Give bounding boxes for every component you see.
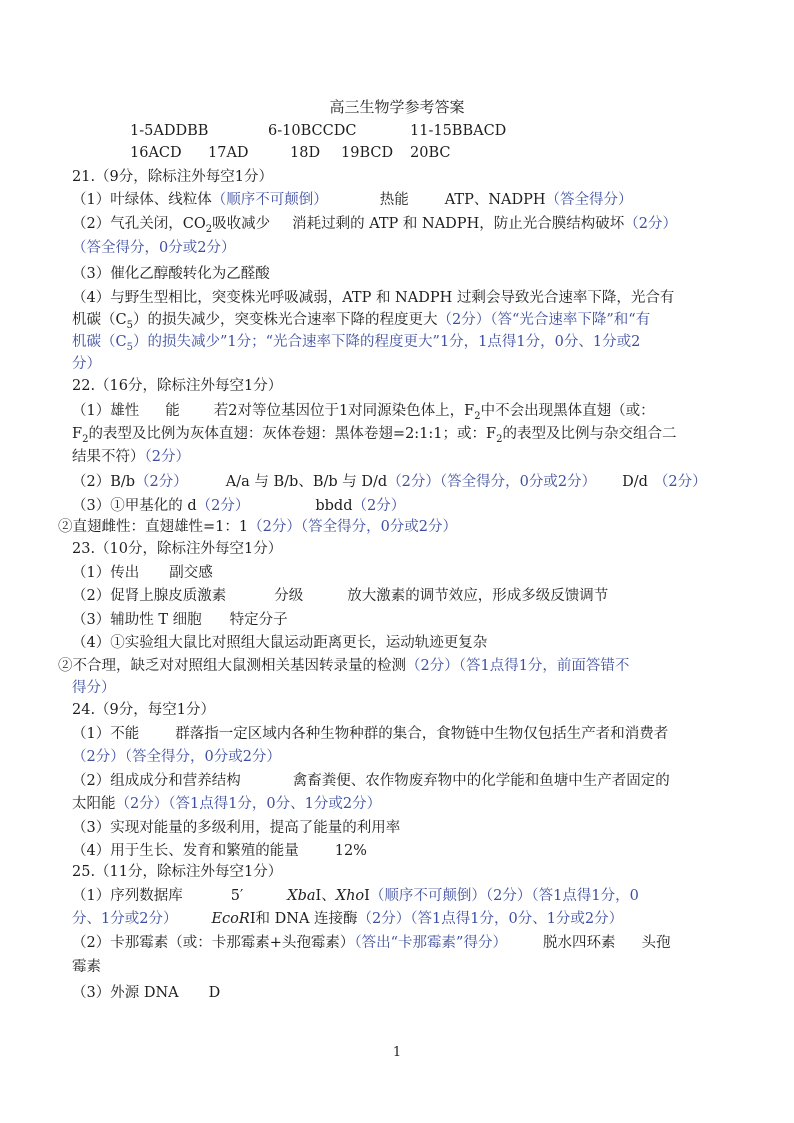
q22-p3b-b: （2分）（答全得分，0分或2分） bbox=[248, 519, 458, 535]
q22-p1b-c: 的表型及比例与杂交组合二 bbox=[502, 426, 677, 442]
q21-p1-note2: （答全得分） bbox=[545, 192, 633, 208]
q21-part4-line2 bbox=[72, 310, 650, 330]
q21-p4b-sub: 5 bbox=[126, 319, 133, 331]
q24-part3: （3）实现对能量的多级利用，提高了能量的利用率 bbox=[72, 820, 401, 836]
q23-p3-a: （3）辅助性 T 细胞 bbox=[72, 612, 202, 628]
q21-p4b-note: （2分）（答“光合速率下降”和“有 bbox=[437, 312, 651, 328]
choice-answers-row-1 bbox=[130, 121, 208, 141]
q21-p4c-b: ）的损失减少”1分；“光合速率下降的程度更大”1分，1点得1分，0分、1分或2 bbox=[132, 334, 641, 350]
q22-part3b bbox=[58, 517, 457, 537]
q22-p1a-a: （1）雄性 bbox=[72, 403, 140, 419]
q24-p2b-a: 太阳能 bbox=[72, 796, 116, 812]
page-title: 高三生物学参考答案 bbox=[329, 98, 465, 116]
q21-p4c-a: 机碳（C bbox=[72, 334, 127, 350]
q22-part1-line3 bbox=[72, 447, 190, 467]
q22-p1b-sub: 2 bbox=[82, 433, 89, 445]
q21-p4c-sub: 5 bbox=[126, 341, 133, 353]
q24-part2 bbox=[72, 771, 670, 791]
q23-part1 bbox=[72, 563, 213, 583]
q21-p1-d: ATP、NADPH bbox=[444, 192, 546, 208]
q24-part1b: （2分）（答全得分，0分或2分） bbox=[72, 749, 281, 765]
q22-header: 22.（16分，除标注外每空1分） bbox=[72, 378, 283, 394]
q21-part1 bbox=[72, 190, 633, 210]
q21-part4-line3 bbox=[72, 332, 640, 352]
q24-p4-b: 12% bbox=[334, 843, 367, 859]
page-number: 1 bbox=[392, 1045, 402, 1060]
q21-p2-note: （答全得分，0分或2分） bbox=[72, 240, 236, 256]
answer-1-5: 1-5ADDBB bbox=[130, 123, 209, 139]
q25-p2-c: 脱水四环素 bbox=[542, 935, 616, 951]
q25-p1-b: 5′ bbox=[230, 888, 244, 904]
q21-p2-score: （2分） bbox=[624, 216, 677, 232]
q21-part4-line1: （4）与野生型相比，突变株光呼吸减弱，ATP 和 NADPH 过剩会导致光合速率下降，光合有 bbox=[72, 290, 675, 306]
q22-p1c-a: 结果不符） bbox=[72, 449, 145, 465]
q25-p1b-c: （2分）（答1点得1分，0分、1分或2分） bbox=[357, 911, 624, 927]
q24-p2-a: （2）组成成分和营养结构 bbox=[72, 773, 241, 789]
q22-p2-f: （2分） bbox=[653, 474, 707, 490]
q22-p2-a: （2）B/b bbox=[72, 474, 136, 490]
q25-p1b-b2: Ⅰ和 DNA 连接酶 bbox=[249, 911, 358, 927]
q22-p1a-c: 若2对等位基因位于1对同源染色体上，F bbox=[213, 403, 475, 419]
q21-p2-a: （2）气孔关闭，CO bbox=[72, 216, 206, 232]
q25-p2-b: （答出“卡那霉素”得分） bbox=[354, 935, 507, 951]
answer-17: 17AD bbox=[208, 145, 249, 161]
q23-part4: （4）①实验组大鼠比对照组大鼠运动距离更长，运动轨迹更复杂 bbox=[72, 635, 488, 651]
q25-part2b: 霉素 bbox=[72, 959, 101, 975]
q22-p1a-sub: 2 bbox=[474, 410, 481, 422]
q25-p1-xho: Xho bbox=[335, 888, 365, 904]
q25-p1b-a: 分、1分或2分） bbox=[72, 911, 178, 927]
q24-p2b-b: （2分）（答1点得1分，0分、1分或2分） bbox=[115, 796, 382, 812]
q22-p1a-d: 中不会出现黑体直翅（或： bbox=[480, 403, 655, 419]
answer-18: 18D bbox=[290, 145, 321, 161]
q24-p1-b: 群落指一定区域内各种生物种群的集合，食物链中生物仅包括生产者和消费者 bbox=[175, 726, 669, 742]
q22-p3b-a: ②直翅雌性：直翅雄性=1：1 bbox=[58, 519, 249, 535]
q22-part1-line2 bbox=[72, 424, 676, 444]
q22-p2-d: （2分）（答全得分，0分或2分） bbox=[387, 474, 597, 490]
q25-p1-c2: Ⅰ、 bbox=[315, 888, 336, 904]
q24-part1 bbox=[72, 724, 668, 744]
q22-part2 bbox=[72, 472, 707, 492]
q23-p2-b: 分级 bbox=[274, 588, 304, 604]
q25-p1-c4: Ⅰ bbox=[364, 888, 370, 904]
q24-part4 bbox=[72, 841, 367, 861]
q25-part2 bbox=[72, 933, 670, 953]
q25-p1b-ecor: EcoR bbox=[211, 911, 250, 927]
q21-p2-c: 消耗过剩的 ATP 和 NADPH，防止光合膜结构破坏 bbox=[292, 216, 625, 232]
q24-part2b bbox=[72, 794, 381, 814]
q23-part4c: 得分） bbox=[72, 680, 116, 696]
q21-p2-b: 吸收减少 bbox=[212, 216, 271, 232]
q22-p2-c: A/a 与 B/b、B/b 与 D/d bbox=[225, 474, 388, 490]
q22-p1b-a: F bbox=[72, 426, 83, 442]
answer-11-15: 11-15BBACD bbox=[410, 123, 507, 139]
q25-header: 25.（11分，除标注外每空1分） bbox=[72, 864, 283, 880]
q21-p4b-b: ）的损失减少，突变株光合速率下降的程度更大 bbox=[132, 312, 438, 328]
q22-part1-line1 bbox=[72, 401, 655, 421]
q21-part3: （3）催化乙醇酸转化为乙醛酸 bbox=[72, 266, 270, 282]
q22-p3-b: （2分） bbox=[196, 498, 250, 514]
q23-p3-b: 特定分子 bbox=[229, 612, 288, 628]
q25-part1 bbox=[72, 886, 639, 906]
q21-p1-a: （1）叶绿体、线粒体 bbox=[72, 192, 212, 208]
q24-header: 24.（9分，每空1分） bbox=[72, 702, 216, 718]
q22-p1b-b: 的表型及比例为灰体直翅：灰体卷翅：黑体卷翅=2:1:1；或：F bbox=[88, 426, 497, 442]
q25-p3-b: D bbox=[208, 985, 221, 1001]
q25-p3-a: （3）外源 DNA bbox=[72, 985, 179, 1001]
q22-p1b-sub2: 2 bbox=[496, 433, 503, 445]
q24-p4-a: （4）用于生长、发育和繁殖的能量 bbox=[72, 843, 299, 859]
q25-p1-xba: Xba bbox=[287, 888, 316, 904]
answer-6-10: 6-10BCCDC bbox=[268, 123, 357, 139]
q23-part2 bbox=[72, 586, 608, 606]
q23-p2-c: 放大激素的调节效应，形成多级反馈调节 bbox=[347, 588, 609, 604]
q25-part1b bbox=[72, 909, 623, 929]
q24-p2-b: 禽畜粪便、农作物废弃物中的化学能和鱼塘中生产者固定的 bbox=[292, 773, 670, 789]
q21-part2 bbox=[72, 214, 677, 234]
q25-p1-d: （顺序不可颠倒）（2分）（答1点得1分，0 bbox=[369, 888, 639, 904]
q23-part3 bbox=[72, 610, 288, 630]
q22-p3-c: bbdd bbox=[315, 498, 353, 514]
q23-p1-a: （1）传出 bbox=[72, 565, 140, 581]
q23-p4b-b: （2分）（答1点得1分，前面答错不 bbox=[406, 658, 630, 674]
answer-19: 19BCD bbox=[341, 145, 394, 161]
q23-header: 23.（10分，除标注外每空1分） bbox=[72, 541, 283, 557]
q22-p3-a: （3）①甲基化的 d bbox=[72, 498, 197, 514]
q21-p1-note: （顺序不可颠倒） bbox=[211, 192, 328, 208]
q21-p4b-a: 机碳（C bbox=[72, 312, 127, 328]
q22-p2-e: D/d bbox=[622, 474, 648, 490]
answer-20: 20BC bbox=[410, 145, 451, 161]
q22-part3 bbox=[72, 496, 405, 516]
q23-p2-a: （2）促肾上腺皮质激素 bbox=[72, 588, 227, 604]
q25-p1-a: （1）序列数据库 bbox=[72, 888, 183, 904]
q21-header: 21.（9分，除标注外每空1分） bbox=[72, 169, 274, 185]
q25-part3 bbox=[72, 983, 220, 1003]
q25-p2-a: （2）卡那霉素（或：卡那霉素+头孢霉素） bbox=[72, 935, 355, 951]
q24-p1-a: （1）不能 bbox=[72, 726, 140, 742]
q22-p2-b: （2分） bbox=[135, 474, 188, 490]
q23-p4b-a: ②不合理，缺乏对对照组大鼠测相关基因转录量的检测 bbox=[58, 658, 406, 674]
q21-part4-line4: 分） bbox=[72, 356, 101, 372]
q22-p3-d: （2分） bbox=[352, 498, 406, 514]
answer-16: 16ACD bbox=[130, 145, 182, 161]
q23-part4b bbox=[58, 656, 629, 676]
q23-p1-b: 副交感 bbox=[169, 565, 213, 581]
q22-p1c-score: （2分） bbox=[144, 449, 190, 465]
q25-p2-d: 头孢 bbox=[641, 935, 671, 951]
q21-p1-c: 热能 bbox=[379, 192, 409, 208]
q21-p2-sub: 2 bbox=[205, 223, 213, 235]
q22-p1a-b: 能 bbox=[165, 403, 180, 419]
